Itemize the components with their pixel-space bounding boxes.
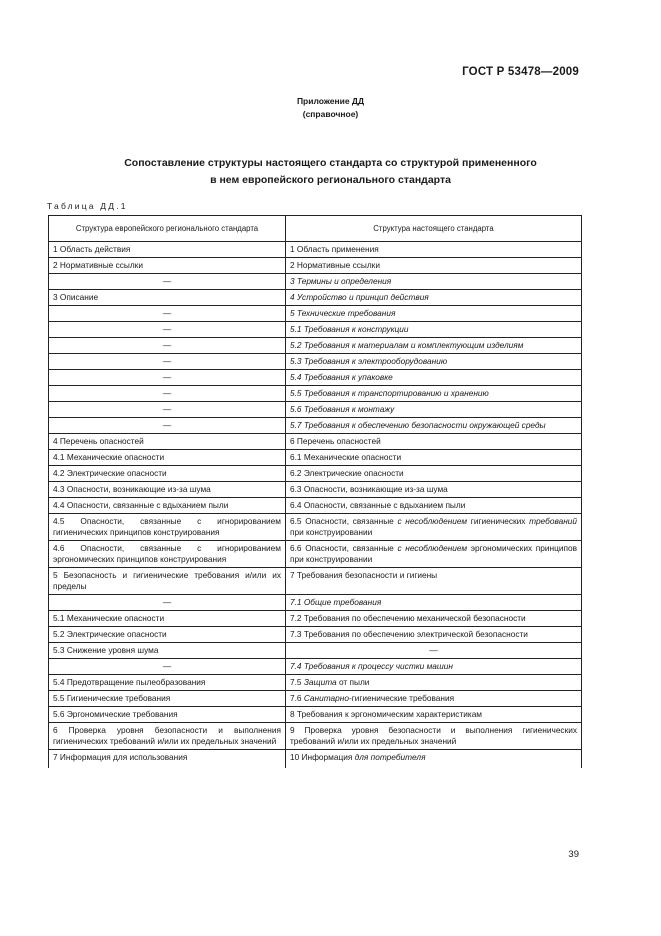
cell-current-structure — [286, 322, 582, 338]
cell-current-structure — [286, 723, 582, 750]
cell-current-structure — [286, 675, 582, 691]
cell-text-segment: 3 Термины и определения — [290, 276, 392, 286]
cell-text-segment: 6.1 Механические опасности — [290, 452, 402, 462]
table-row — [49, 750, 582, 769]
cell-european-structure: 5.4 Предотвращение пылеобразования — [49, 675, 286, 691]
cell-european-structure: 4.3 Опасности, возникающие из-за шума — [49, 482, 286, 498]
comparison-table — [48, 215, 582, 768]
cell-european-structure: — — [49, 338, 286, 354]
cell-current-structure — [286, 386, 582, 402]
cell-text-segment: 5.3 Требования к электрооборудованию — [290, 356, 448, 366]
cell-european-structure: — — [49, 402, 286, 418]
cell-european-structure: 4.1 Механические опасности — [49, 450, 286, 466]
table-row — [49, 306, 582, 322]
cell-current-structure — [286, 659, 582, 675]
cell-text-segment: 7 Требования безопасности и гигиены — [290, 570, 438, 580]
column-header-european: Структура европейского регионального стандарта — [49, 216, 286, 242]
cell-european-structure: — — [49, 595, 286, 611]
column-header-current: Структура настоящего стандарта — [286, 216, 582, 242]
cell-text-segment: 6.6 Опасности, связанные — [290, 543, 398, 553]
annex-title: Приложение ДД — [296, 96, 365, 106]
cell-current-structure — [286, 402, 582, 418]
table-row — [49, 290, 582, 306]
cell-current-structure — [286, 466, 582, 482]
cell-current-structure — [286, 750, 582, 769]
table-body — [49, 242, 582, 769]
cell-european-structure: 4 Перечень опасностей — [49, 434, 286, 450]
cell-text-segment: 5 Технические требования — [290, 308, 396, 318]
cell-text-segment: 5.6 Требования к монтажу — [290, 404, 395, 414]
cell-text-segment: 2 Нормативные ссылки — [290, 260, 380, 270]
cell-text-segment: 6 Перечень опасностей — [290, 436, 381, 446]
cell-current-structure — [286, 627, 582, 643]
table-row — [49, 370, 582, 386]
cell-current-structure — [286, 482, 582, 498]
cell-european-structure: 4.6 Опасности, связанные с игнорированием эргономических принципов конструирования — [49, 541, 286, 568]
cell-current-structure — [286, 338, 582, 354]
table-row — [49, 242, 582, 258]
table-row — [49, 322, 582, 338]
cell-current-structure — [286, 434, 582, 450]
table-row — [49, 627, 582, 643]
cell-text-segment: — — [429, 645, 438, 655]
table-row — [49, 274, 582, 290]
cell-text-segment: 6.5 Опасности, связанные — [290, 516, 398, 526]
cell-text-segment: 7.1 Общие требования — [290, 597, 382, 607]
cell-current-structure — [286, 643, 582, 659]
cell-european-structure: — — [49, 370, 286, 386]
section-title-line2: в нем европейского регионального стандарта — [210, 174, 451, 186]
cell-text-segment: 5.7 Требования к обеспечению безопасности окружающей среды — [290, 420, 546, 430]
document-code: ГОСТ Р 53478—2009 — [462, 66, 579, 78]
cell-current-structure — [286, 541, 582, 568]
table-row — [49, 450, 582, 466]
table-label: Таблица ДД.1 — [47, 201, 128, 211]
table-header-row — [49, 216, 582, 242]
table-row — [49, 691, 582, 707]
cell-european-structure: 5 Безопасность и гигиенические требования и/или их пределы — [49, 568, 286, 595]
table-row — [49, 434, 582, 450]
cell-european-structure: — — [49, 322, 286, 338]
cell-text-segment: требований — [529, 516, 578, 526]
cell-text-segment: -гигиенические требования — [348, 693, 455, 703]
cell-current-structure — [286, 707, 582, 723]
cell-european-structure: — — [49, 274, 286, 290]
cell-text-segment: 6.3 Опасности, возникающие из-за шума — [290, 484, 448, 494]
cell-current-structure — [286, 258, 582, 274]
cell-text-segment: эргономических принципов при конструировании — [290, 543, 577, 564]
cell-european-structure: 5.6 Эргономические требования — [49, 707, 286, 723]
cell-current-structure — [286, 418, 582, 434]
cell-current-structure — [286, 450, 582, 466]
cell-european-structure: 5.3 Снижение уровня шума — [49, 643, 286, 659]
cell-european-structure: — — [49, 354, 286, 370]
cell-text-segment: 7.2 Требования по обеспечению механической безопасности — [290, 613, 526, 623]
cell-current-structure — [286, 514, 582, 541]
page-number: 39 — [568, 849, 579, 860]
cell-text-segment: с несоблюдением — [397, 516, 468, 526]
cell-text-segment: 5.5 Требования к транспортированию и хранению — [290, 388, 489, 398]
table-row — [49, 386, 582, 402]
cell-text-segment: 7.4 Требования к процессу чистки машин — [290, 661, 453, 671]
table-row — [49, 568, 582, 595]
cell-current-structure — [286, 242, 582, 258]
table-row — [49, 466, 582, 482]
cell-european-structure: 4.4 Опасности, связанные с вдыханием пыли — [49, 498, 286, 514]
cell-european-structure: — — [49, 386, 286, 402]
cell-european-structure: 5.5 Гигиенические требования — [49, 691, 286, 707]
cell-text-segment: 7.5 — [290, 677, 304, 687]
cell-text-segment: 7.6 — [290, 693, 304, 703]
cell-european-structure: 5.2 Электрические опасности — [49, 627, 286, 643]
cell-european-structure: 5.1 Механические опасности — [49, 611, 286, 627]
cell-current-structure — [286, 274, 582, 290]
cell-text-segment: Защита — [303, 677, 337, 687]
cell-text-segment: от пыли — [336, 677, 370, 687]
cell-text-segment: 8 Требования к эргономическим характеристикам — [290, 709, 483, 719]
table-row — [49, 338, 582, 354]
cell-text-segment: 6.4 Опасности, связанные с вдыханием пыли — [290, 500, 466, 510]
table-row — [49, 643, 582, 659]
cell-current-structure — [286, 611, 582, 627]
table-row — [49, 595, 582, 611]
cell-current-structure — [286, 691, 582, 707]
table-row — [49, 541, 582, 568]
cell-text-segment: 6.2 Электрические опасности — [290, 468, 404, 478]
annex-subtitle: (справочное) — [302, 109, 359, 119]
table-row — [49, 402, 582, 418]
cell-text-segment: 5.1 Требования к конструкции — [290, 324, 409, 334]
table-row — [49, 514, 582, 541]
section-title-line1: Сопоставление структуры настоящего стандарта со структурой примененного — [124, 157, 537, 169]
table-row — [49, 611, 582, 627]
cell-text-segment: 1 Область применения — [290, 244, 379, 254]
table-row — [49, 723, 582, 750]
cell-current-structure — [286, 370, 582, 386]
cell-text-segment: Санитарно — [303, 693, 349, 703]
cell-text-segment: 5.2 Требования к материалам и комплектующим изделиям — [290, 340, 524, 350]
cell-european-structure: 4.5 Опасности, связанные с игнорированием гигиенических принципов конструирования — [49, 514, 286, 541]
table-row — [49, 659, 582, 675]
cell-current-structure — [286, 354, 582, 370]
cell-current-structure — [286, 290, 582, 306]
cell-current-structure — [286, 498, 582, 514]
table-row — [49, 418, 582, 434]
cell-text-segment: 7.3 Требования по обеспечению электрической безопасности — [290, 629, 528, 639]
table-row — [49, 675, 582, 691]
cell-european-structure: — — [49, 659, 286, 675]
cell-european-structure: 7 Информация для использования — [49, 750, 286, 769]
cell-european-structure: 6 Проверка уровня безопасности и выполнения гигиенических требований и/или их предельных значений — [49, 723, 286, 750]
cell-european-structure: 3 Описание — [49, 290, 286, 306]
table-row — [49, 258, 582, 274]
cell-current-structure — [286, 595, 582, 611]
cell-text-segment: 9 Проверка уровня безопасности и выполнения гигиенических требований и/или их предельных значений — [290, 725, 577, 746]
section-title — [60, 155, 601, 189]
cell-text-segment: 5.4 Требования к упаковке — [290, 372, 393, 382]
cell-european-structure: — — [49, 306, 286, 322]
cell-text-segment: 10 Информация — [290, 752, 355, 762]
cell-text-segment: 4 Устройство и принцип действия — [290, 292, 429, 302]
table-row — [49, 707, 582, 723]
cell-european-structure: — — [49, 418, 286, 434]
table-row — [49, 354, 582, 370]
table-row — [49, 498, 582, 514]
cell-european-structure: 2 Нормативные ссылки — [49, 258, 286, 274]
cell-text-segment: для потребителя — [354, 752, 426, 762]
cell-text-segment: гигиенических — [467, 516, 530, 526]
cell-european-structure: 4.2 Электрические опасности — [49, 466, 286, 482]
cell-current-structure — [286, 306, 582, 322]
cell-text-segment: с несоблюдением — [397, 543, 468, 553]
cell-european-structure: 1 Область действия — [49, 242, 286, 258]
cell-current-structure — [286, 568, 582, 595]
cell-text-segment: при конструировании — [290, 527, 373, 537]
table-row — [49, 482, 582, 498]
annex-heading — [0, 95, 661, 121]
